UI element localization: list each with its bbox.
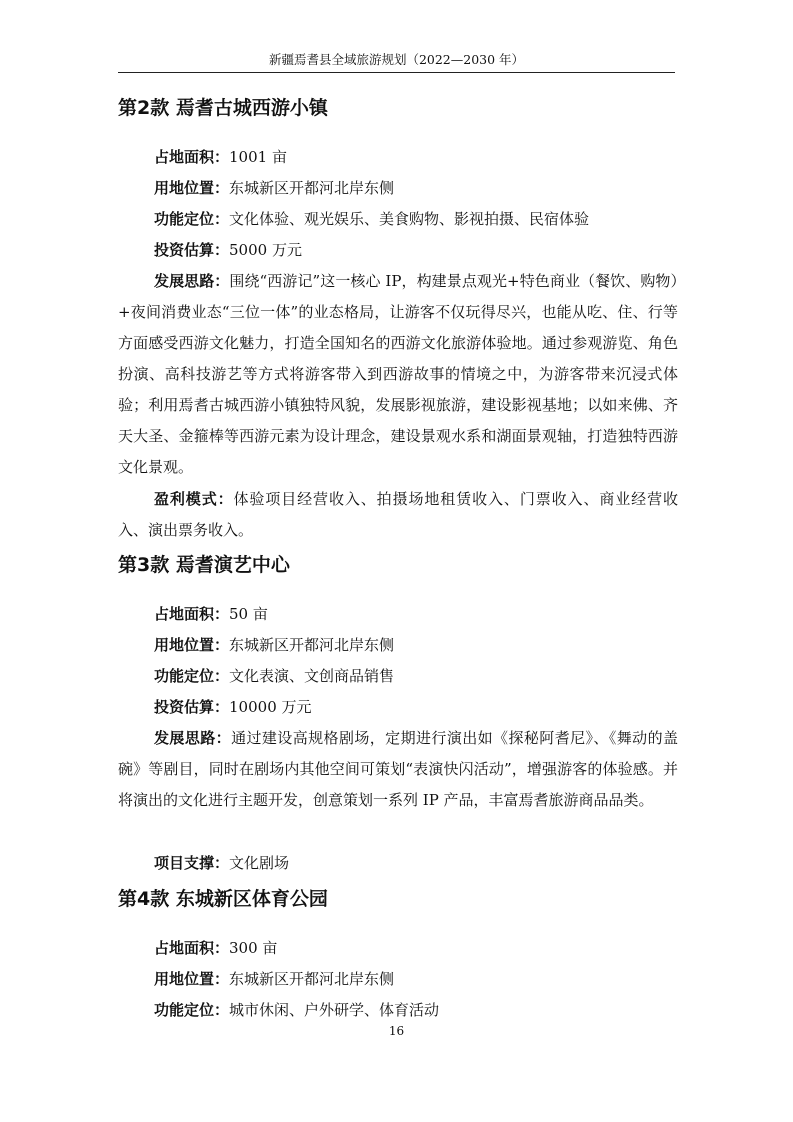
field-location <box>118 173 678 204</box>
section-title: 第4款 东城新区体育公园 <box>118 888 328 910</box>
field-value: 50 亩 <box>229 605 268 623</box>
field-value: 文化剧场 <box>229 854 290 872</box>
section-heading-2 <box>118 96 678 120</box>
field-label: 投资估算： <box>154 241 230 259</box>
field-label: 发展思路： <box>154 729 232 747</box>
field-label: 发展思路： <box>154 272 230 290</box>
field-label: 功能定位： <box>154 210 230 228</box>
field-development-idea <box>118 266 678 483</box>
field-label: 功能定位： <box>154 667 230 685</box>
section-title: 第3款 焉耆演艺中心 <box>118 554 290 576</box>
field-value: 围绕“西游记”这一核心 IP，构建景点观光+特色商业（餐饮、购物）+夜间消费业态“三位一体”的业态格局，让游客不仅玩得尽兴，也能从吃、住、行等方面感受西游文化魅力，打造全国知名的西游文化旅游体验地。通过参观游览、角色扮演、高科技游艺等方式将游客带入到西游故事的情境之中，为游客带来沉浸式体验；利用焉耆古城西游小镇独特风貌，发展影视旅游，建设影视基地；以如来佛、齐天大圣、金箍棒等西游元素为设计理念，建设景观水系和湖面景观轴，打造独特西游文化景观。 <box>118 272 678 476</box>
running-header: 新疆焉耆县全域旅游规划（2022—2030 年） <box>268 52 525 67</box>
section-title: 第2款 焉耆古城西游小镇 <box>118 97 328 119</box>
field-development-idea <box>118 723 678 816</box>
field-positioning <box>118 995 678 1026</box>
field-value: 文化体验、观光娱乐、美食购物、影视拍摄、民宿体验 <box>229 210 590 228</box>
field-value: 城市休闲、户外研学、体育活动 <box>229 1001 440 1019</box>
field-project-support <box>118 848 678 879</box>
field-value: 东城新区开都河北岸东侧 <box>229 636 395 654</box>
field-value: 文化表演、文创商品销售 <box>229 667 395 685</box>
field-value: 1001 亩 <box>229 148 287 166</box>
field-label: 项目支撑： <box>154 854 230 872</box>
field-value: 10000 万元 <box>229 698 312 716</box>
field-value: 东城新区开都河北岸东侧 <box>229 970 395 988</box>
field-label: 投资估算： <box>154 698 230 716</box>
field-location <box>118 630 678 661</box>
section-heading-4 <box>118 887 678 911</box>
section-heading-3 <box>118 553 678 577</box>
field-label: 用地位置： <box>154 636 230 654</box>
field-value: 5000 万元 <box>229 241 302 259</box>
field-investment <box>118 692 678 723</box>
field-area <box>118 933 678 964</box>
field-label: 用地位置： <box>154 179 230 197</box>
field-profit-model <box>118 484 678 546</box>
field-label: 盈利模式： <box>154 490 234 508</box>
field-investment <box>118 235 678 266</box>
field-value: 东城新区开都河北岸东侧 <box>229 179 395 197</box>
page-number: 16 <box>388 1024 405 1038</box>
field-value: 300 亩 <box>229 939 278 957</box>
field-location <box>118 964 678 995</box>
field-label: 功能定位： <box>154 1001 230 1019</box>
field-area <box>118 599 678 630</box>
field-label: 占地面积： <box>154 605 230 623</box>
field-area <box>118 142 678 173</box>
field-label: 用地位置： <box>154 970 230 988</box>
field-label: 占地面积： <box>154 939 230 957</box>
field-value: 通过建设高规格剧场，定期进行演出如《探秘阿耆尼》、《舞动的盖碗》等剧目，同时在剧场内其他空间可策划“表演快闪活动”，增强游客的体验感。并将演出的文化进行主题开发，创意策划一系列 IP 产品，丰富焉耆旅游商品品类。 <box>118 729 678 809</box>
field-positioning <box>118 204 678 235</box>
header-divider <box>118 72 675 73</box>
field-value: 体验项目经营收入、拍摄场地租赁收入、门票收入、商业经营收入、演出票务收入。 <box>118 490 678 539</box>
field-label: 占地面积： <box>154 148 230 166</box>
field-positioning <box>118 661 678 692</box>
